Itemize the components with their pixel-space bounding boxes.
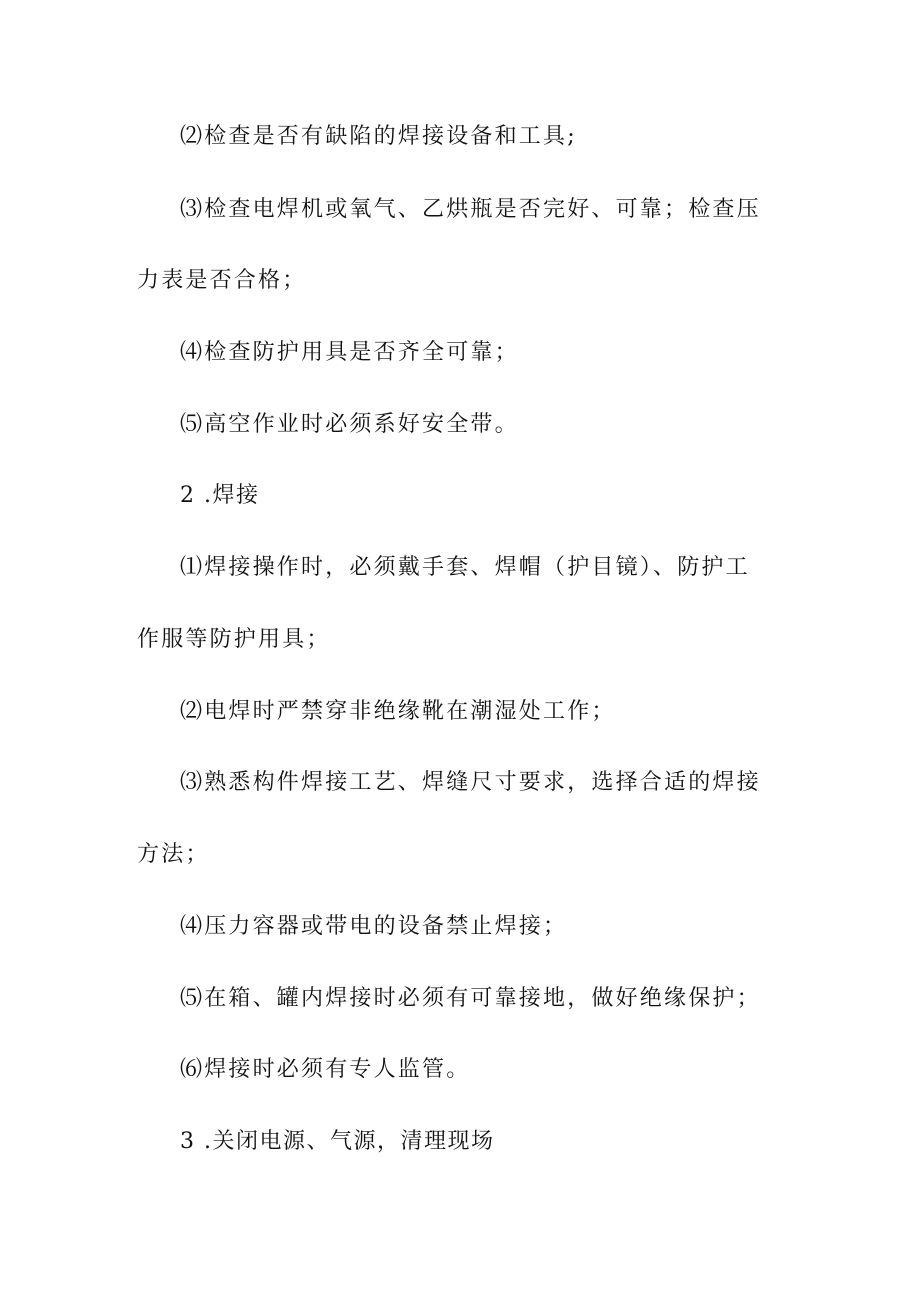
list-item-safety-belt: ⑸高空作业时必须系好安全带。 bbox=[180, 412, 519, 437]
list-item-welding-process-line2: 方法； bbox=[137, 842, 210, 867]
list-item-tank-grounding: ⑸在箱、罐内焊接时必须有可靠接地，做好绝缘保护； bbox=[180, 986, 761, 1011]
list-item-welding-ppe-line2: 作服等防护用具； bbox=[137, 627, 331, 652]
list-item-check-equipment: ⑵检查是否有缺陷的焊接设备和工具; bbox=[180, 124, 577, 149]
section-heading-welding: 2 .焊接 bbox=[180, 483, 260, 508]
section-heading-shutdown: 3 .关闭电源、气源，清理现场 bbox=[180, 1129, 495, 1154]
list-item-check-welder-line1: ⑶检查电焊机或氧气、乙烘瓶是否完好、可靠；检查压 bbox=[180, 197, 761, 222]
list-item-insulated-boots: ⑵电焊时严禁穿非绝缘靴在潮湿处工作； bbox=[180, 699, 616, 724]
list-item-pressure-vessels: ⑷压力容器或带电的设备禁止焊接； bbox=[180, 914, 568, 939]
list-item-check-protective-gear: ⑷检查防护用具是否齐全可靠； bbox=[180, 340, 519, 365]
list-item-supervision: ⑹焊接时必须有专人监管。 bbox=[180, 1057, 471, 1082]
list-item-check-welder-line2: 力表是否合格； bbox=[137, 268, 307, 293]
list-item-welding-ppe-line1: ⑴焊接操作时，必须戴手套、焊帽（护目镜）、防护工 bbox=[180, 555, 750, 580]
list-item-welding-process-line1: ⑶熟悉构件焊接工艺、焊缝尺寸要求，选择合适的焊接 bbox=[180, 770, 761, 795]
